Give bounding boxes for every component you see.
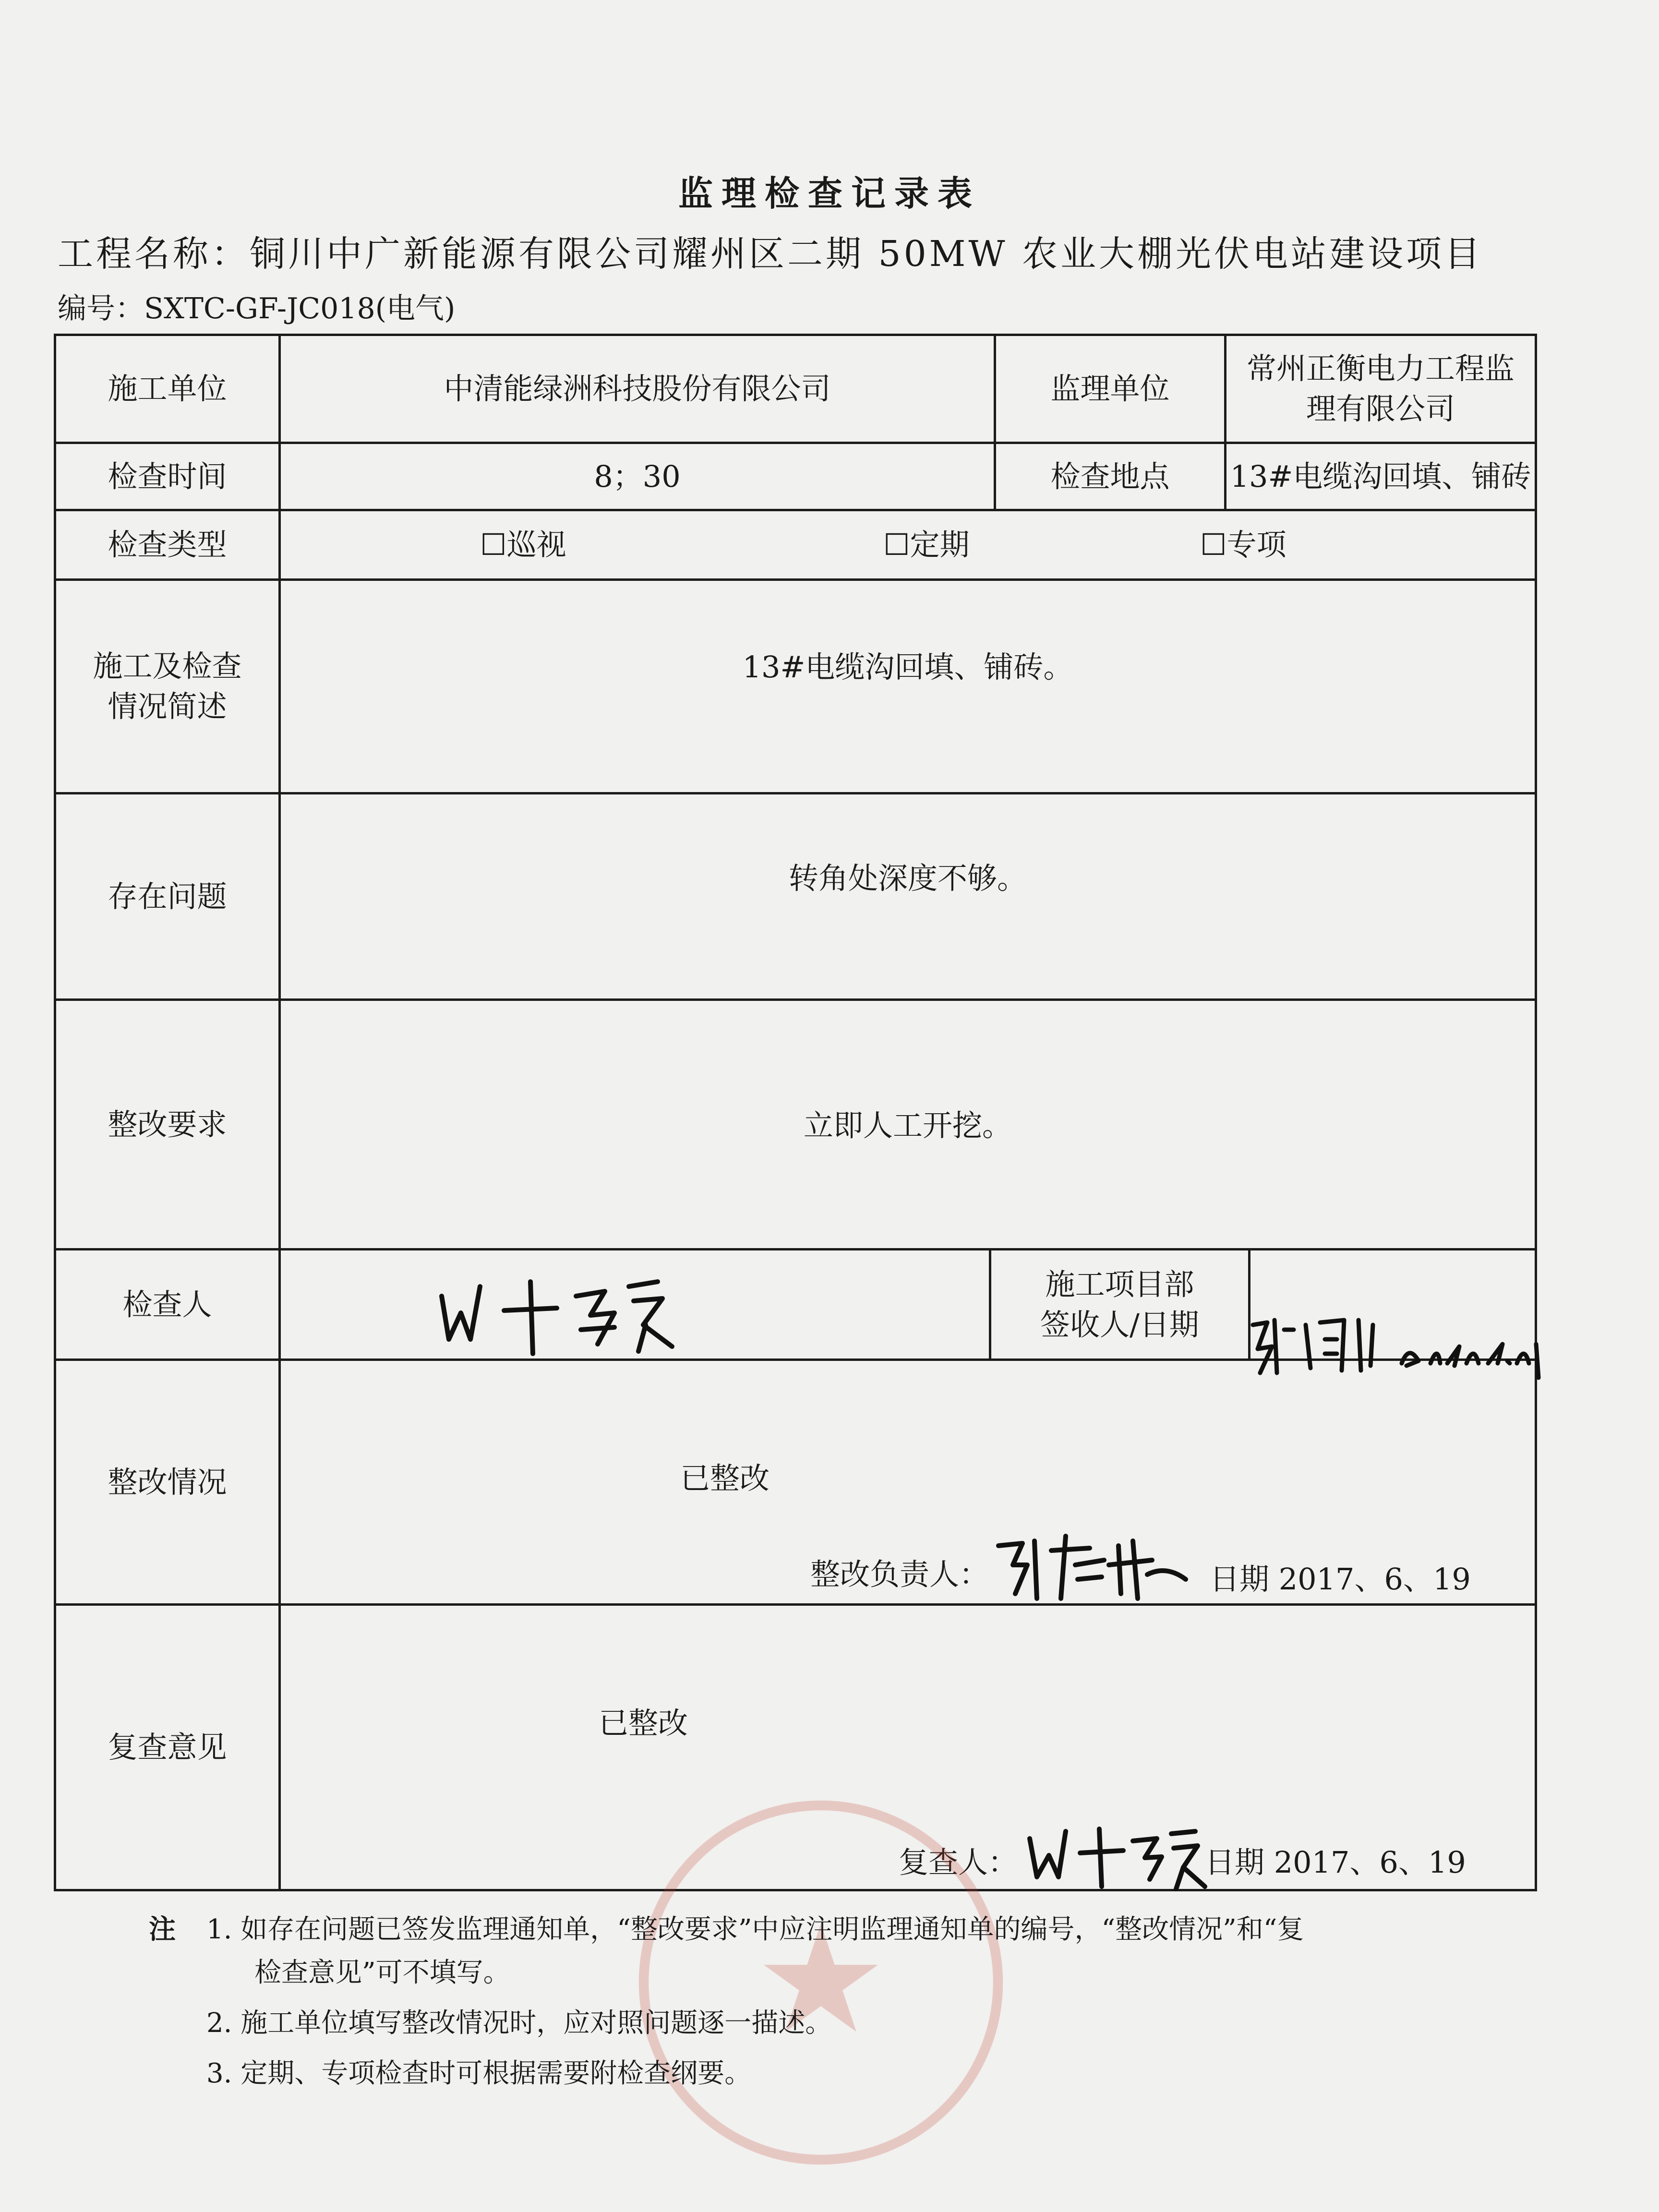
inspection-time-label: 检查时间: [108, 458, 227, 494]
review-label: 复查意见: [108, 1730, 227, 1765]
note-item: 2. 施工单位填写整改情况时，应对照问题逐一描述。: [206, 2008, 832, 2039]
code-value: SXTC-GF-JC018(电气): [144, 292, 456, 325]
review-date: 日期 2017、6、19: [1205, 1845, 1466, 1880]
inspector-label: 检查人: [122, 1286, 212, 1322]
problems-label: 存在问题: [108, 878, 227, 914]
supervision-unit-line1: 常州正衡电力工程监: [1246, 351, 1515, 386]
reviewer-signature: [1022, 1819, 1214, 1891]
project-line: [58, 226, 1483, 276]
rectification-value: 已整改: [680, 1461, 769, 1496]
receiver-label-line1: 施工项目部: [1045, 1266, 1194, 1302]
code-label: 编号：: [58, 292, 144, 325]
description-label: [56, 581, 278, 792]
inspection-place-label: 检查地点: [1050, 458, 1170, 494]
receiver-label: [991, 1250, 1248, 1358]
note-item: 1. 如存在问题已签发监理通知单，“整改要求”中应注明监理通知单的编号，“整改情况”和“复: [206, 1914, 1304, 1945]
inspection-time-value: 8；30: [594, 458, 681, 494]
responsible-signature: [994, 1531, 1195, 1603]
note-item: 3. 定期、专项检查时可根据需要附检查纲要。: [206, 2058, 752, 2089]
review-value: 已整改: [598, 1706, 688, 1741]
page-title: 监理检查记录表: [678, 173, 981, 214]
description-label-line2: 情况简述: [108, 689, 227, 724]
notes-prefix: 注: [149, 1913, 176, 1945]
code-line: [58, 286, 455, 327]
requirements-value: 立即人工开挖。: [803, 1108, 1012, 1143]
project-label: 工程名称：: [58, 233, 250, 275]
company-seal: [624, 1786, 1018, 2179]
inspection-place-value: 13#电缆沟回填、铺砖: [1230, 458, 1531, 494]
supervision-unit-line2: 理有限公司: [1306, 391, 1455, 426]
supervision-unit-label: 监理单位: [1050, 371, 1170, 407]
description-label-line1: 施工及检查: [93, 649, 242, 684]
responsible-label: 整改负责人：: [810, 1557, 989, 1592]
rectification-label: 整改情况: [108, 1464, 227, 1500]
description-value: 13#电缆沟回填、铺砖。: [742, 649, 1073, 685]
inspection-type-label: 检查类型: [108, 527, 227, 563]
problems-value: 转角处深度不够。: [788, 861, 1027, 896]
supervision-unit-value: [1226, 336, 1535, 442]
project-name: 铜川中广新能源有限公司耀州区二期 50MW 农业大棚光伏电站建设项目: [250, 233, 1483, 275]
receiver-signature: [1248, 1310, 1555, 1382]
rectification-date: 日期 2017、6、19: [1210, 1562, 1471, 1597]
reviewer-label: 复查人：: [898, 1845, 1018, 1880]
construction-unit-label: 施工单位: [108, 371, 227, 407]
receiver-label-line2: 签收人/日期: [1040, 1307, 1199, 1342]
inspector-signature: [432, 1267, 682, 1358]
note-item: 检查意见”可不填写。: [254, 1957, 510, 1988]
requirements-label: 整改要求: [108, 1106, 227, 1142]
construction-unit-value: 中清能绿洲科技股份有限公司: [444, 371, 831, 407]
type-option-patrol[interactable]: ☐巡视: [480, 527, 566, 563]
table-border-right: [1535, 334, 1537, 1891]
type-option-special[interactable]: ☐专项: [1200, 527, 1286, 563]
type-option-regular[interactable]: ☐定期: [883, 527, 970, 563]
